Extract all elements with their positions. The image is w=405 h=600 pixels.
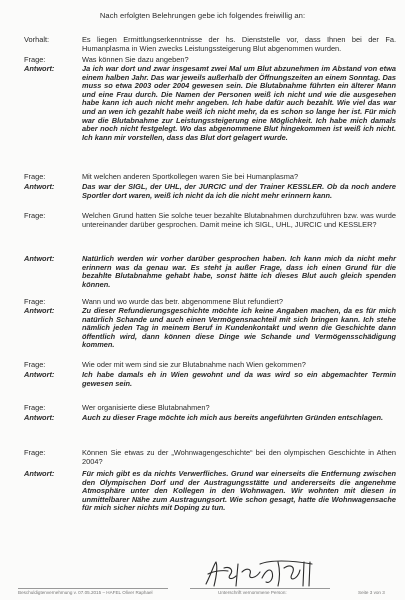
question-text: Mit welchen anderen Sportkollegen waren Sie bei Humanplasma?	[82, 172, 299, 181]
question-text: Wie oder mit wem sind sie zur Blutabnahme nach Wien gekommen?	[82, 360, 306, 369]
footer-rule-signature	[190, 588, 330, 589]
answer-text: Ja ich war dort und zwar insgesamt zwei Mal um Blut abzunehmen im Abstand von etwa einem halben Jahr. Das war jeweils außerhalb der Öffnungszeiten an einem Sonntag. Das muss so etwa 2003 oder 2004 gewesen sein. Die Blutabnahme führten ein älterer Mann und eine Frau durch. Die Namen der Personen weiß ich nicht und wie die ausgesehen habe kann ich auch nicht mehr angeben. Ich habe dafür auch bezahlt. Wie viel das war und an wen ich gezahlt habe weiß ich nicht mehr, da es schon so lange her ist. Für mich war die Blutabnahme zur Leistungssteigerung eine Möglichkeit. Ich habe mich damals aber noch nicht festgelegt. Wo das abgenommene Blut hingekommen ist weiß ich nicht. Ich kann mir vorstellen, dass das Blut dort gelagert wurde.	[82, 64, 396, 142]
question-label: Frage:	[24, 55, 46, 64]
question-label: Frage:	[24, 360, 46, 369]
answer-label: Antwort:	[24, 254, 55, 263]
handwritten-signature	[200, 558, 318, 590]
footer-left-text: Beschuldigtenvernehmung v. 07.05.2015 – HAFEL Oliver Raphael	[18, 590, 153, 595]
answer-label: Antwort:	[24, 370, 55, 379]
answer-text: Zu dieser Refundierungsgeschichte möchte ich keine Angaben machen, da es für mich natürlich Schande und auch einen Vermögensnachteil mit sich bringen kann. Ich stehe nämlich jeden Tag in meinem Beruf in Kundenkontakt und wenn die Geschichte dann öffentlich wird, dann können diese Dinge wie Schande und Vermögensschädigung kommen.	[82, 306, 396, 350]
question-text: Wann und wo wurde das betr. abgenommene Blut refundiert?	[82, 297, 284, 306]
footer-page-number: Seite 3 von 3	[358, 590, 385, 595]
question-text: Können Sie etwas zu der „Wohnwagengeschichte“ bei den olympischen Geschichte in Athen 2004?	[82, 448, 396, 466]
vorhalt-text: Es liegen Ermittlungserkenntnisse der hs. Dienststelle vor, dass Ihnen bei der Fa. Humanplasma in Wien zwecks Leistungssteigerung Blut abgenommen wurden.	[82, 35, 396, 53]
question-label: Frage:	[24, 297, 46, 306]
question-label: Frage:	[24, 211, 46, 220]
answer-text: Für mich gibt es da nichts Verwerfliches. Grund war einerseits die Entfernung zwischen den Olympischen Dorf und der Austragungsstätte und andererseits die angenehme Atmosphäre unter den Kollegen in den Wohnwagen. Wir wohnten mit diesen in unmittelbarer Nähe zum Austragungsort. Wie schon gesagt, hatte die Wohnwagensache für mich sicher nichts mit Doping zu tun.	[82, 469, 396, 513]
answer-label: Antwort:	[24, 413, 55, 422]
answer-text: Auch zu dieser Frage möchte ich mich aus bereits angeführten Gründen entschlagen.	[82, 413, 384, 422]
question-text: Wer organisierte diese Blutabnahmen?	[82, 403, 210, 412]
intro-line: Nach erfolgten Belehrungen gebe ich folgendes freiwillig an:	[99, 11, 306, 20]
question-text: Welchen Grund hatten Sie solche teuer bezahlte Blutabnahmen durchzuführen bzw. was wurde untereinander darüber gesprochen. Damit meine ich SIGL, UHL, JURCIC und KESSLER?	[82, 211, 396, 229]
answer-text: Natürlich werden wir vorher darüber gesprochen haben. Ich kann mich da nicht mehr erinnern was da genau war. Es steht ja außer Frage, dass ich einen Grund für die bezahlte Blutabnahme gehabt habe, sonst hätte ich dieses Blut auch gleich spenden können.	[82, 254, 396, 289]
question-label: Frage:	[24, 448, 46, 457]
answer-label: Antwort:	[24, 306, 55, 315]
question-label: Frage:	[24, 172, 46, 181]
answer-label: Antwort:	[24, 182, 55, 191]
answer-text: Das war der SIGL, der UHL, der JURCIC und der Trainer KESSLER. Ob da noch andere Sportler dort waren, weiß ich nicht da ich die nicht mehr erinnern kann.	[82, 182, 396, 200]
vorhalt-label: Vorhalt:	[24, 35, 50, 44]
question-text: Was können Sie dazu angeben?	[82, 55, 189, 64]
answer-text: Ich habe damals eh in Wien gewohnt und da was wird so ein abgemachter Termin gewesen sein.	[82, 370, 396, 388]
footer-rule-left	[18, 588, 168, 589]
question-label: Frage:	[24, 403, 46, 412]
answer-label: Antwort:	[24, 469, 55, 478]
answer-label: Antwort:	[24, 64, 55, 73]
footer-signature-caption: Unterschrift vernommene Person:	[218, 590, 287, 595]
